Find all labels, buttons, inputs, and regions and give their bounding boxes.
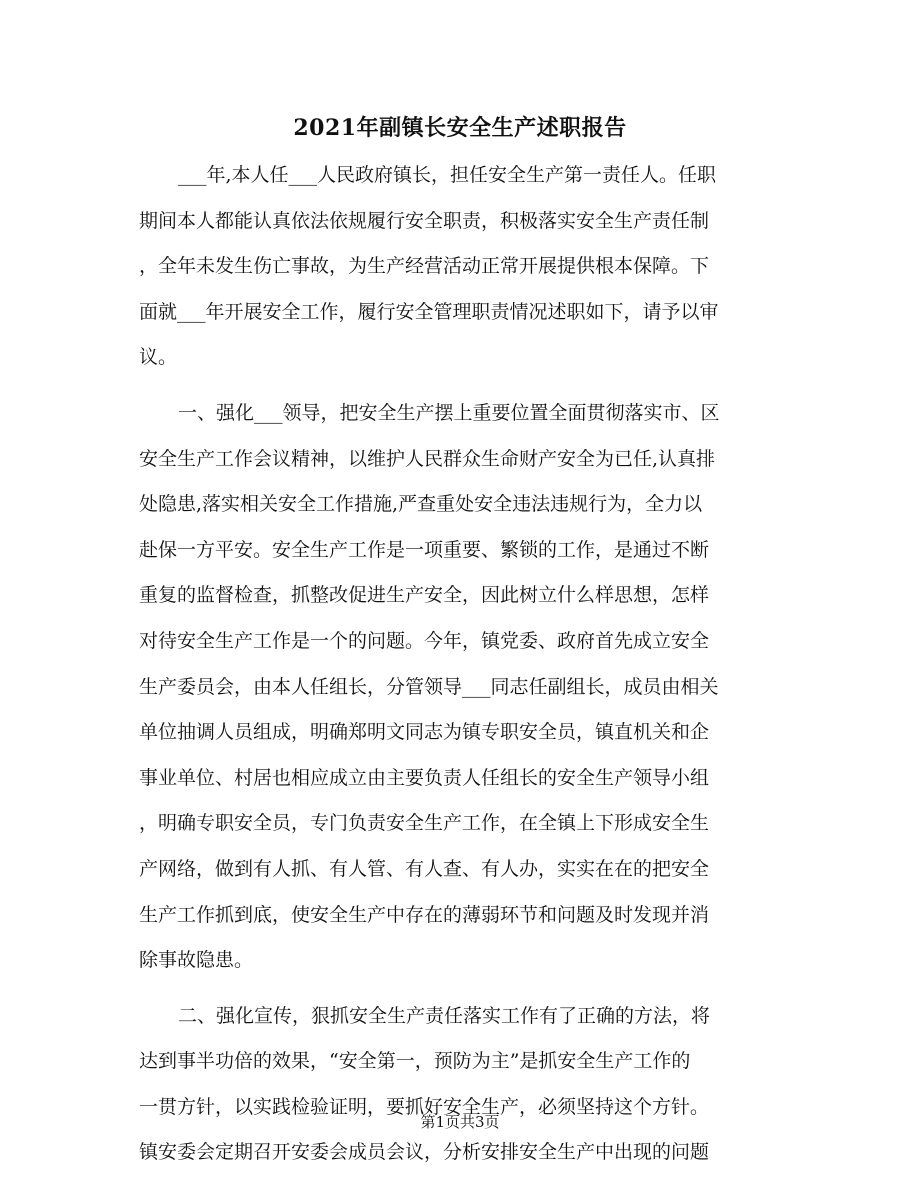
text-line: 议。	[139, 346, 178, 369]
text-line: 生产委员会，由本人任组长，分管领导___同志任副组长，成员由相关	[139, 675, 719, 698]
text-line: 期间本人都能认真依法依规履行安全职责，积极落实安全生产责任制	[139, 209, 710, 232]
paragraph-gap	[139, 984, 779, 994]
paragraph-2	[139, 391, 779, 984]
paragraph-3	[139, 994, 779, 1176]
text-line: 产网络，做到有人抓、有人管、有人查、有人办，实实在在的把安全	[139, 857, 710, 880]
text-line: 单位抽调人员组成，明确郑明文同志为镇专职安全员，镇直机关和企	[139, 721, 710, 744]
text-line: 镇安委会定期召开安委会成员会议，分析安排安全生产中出现的问题	[139, 1141, 710, 1164]
paragraph-1	[139, 153, 779, 381]
text-line: 安全生产工作会议精神，以维护人民群众生命财产安全为已任,认真排	[139, 447, 716, 470]
text-line: ，明确专职安全员，专门负责安全生产工作，在全镇上下形成安全生	[139, 812, 710, 835]
text-line: 生产工作抓到底，使安全生产中存在的薄弱环节和问题及时发现并消	[139, 903, 710, 926]
text-line: 事业单位、村居也相应成立由主要负责人任组长的安全生产领导小组	[139, 766, 710, 789]
text-line: 重复的监督检查，抓整改促进生产安全，因此树立什么样思想，怎样	[139, 584, 710, 607]
text-line: 除事故隐患。	[139, 949, 254, 972]
text-line: 二、强化宣传，狠抓安全生产责任落实工作有了正确的方法，将	[178, 1004, 711, 1027]
text-line: 一贯方针，以实践检验证明，要抓好安全生产，必须坚持这个方针。	[139, 1095, 710, 1118]
text-line: ，全年未发生伤亡事故，为生产经营活动正常开展提供根本保障。下	[139, 255, 710, 278]
text-line: ___年,本人任___人民政府镇长，担任安全生产第一责任人。任职	[178, 164, 717, 186]
text-line: 达到事半功倍的效果，“安全第一，预防为主”是抓安全生产工作的	[139, 1050, 691, 1073]
text-line: 对待安全生产工作是一个的问题。今年，镇党委、政府首先成立安全	[139, 629, 710, 652]
text-line: 处隐患,落实相关安全工作措施,严查重处安全违法违规行为，全力以	[139, 493, 703, 516]
page-number-footer: 第1页共3页	[420, 1113, 500, 1131]
document-title: 2021年副镇长安全生产述职报告	[293, 115, 627, 141]
document-body	[139, 153, 779, 1176]
text-line: 赴保一方平安。安全生产工作是一项重要、繁锁的工作，是通过不断	[139, 538, 710, 561]
text-line: 一、强化___领导，把安全生产摆上重要位置全面贯彻落实市、区	[178, 401, 720, 424]
paragraph-gap	[139, 381, 779, 391]
text-line: 面就___年开展安全工作，履行安全管理职责情况述职如下，请予以审	[139, 300, 719, 323]
